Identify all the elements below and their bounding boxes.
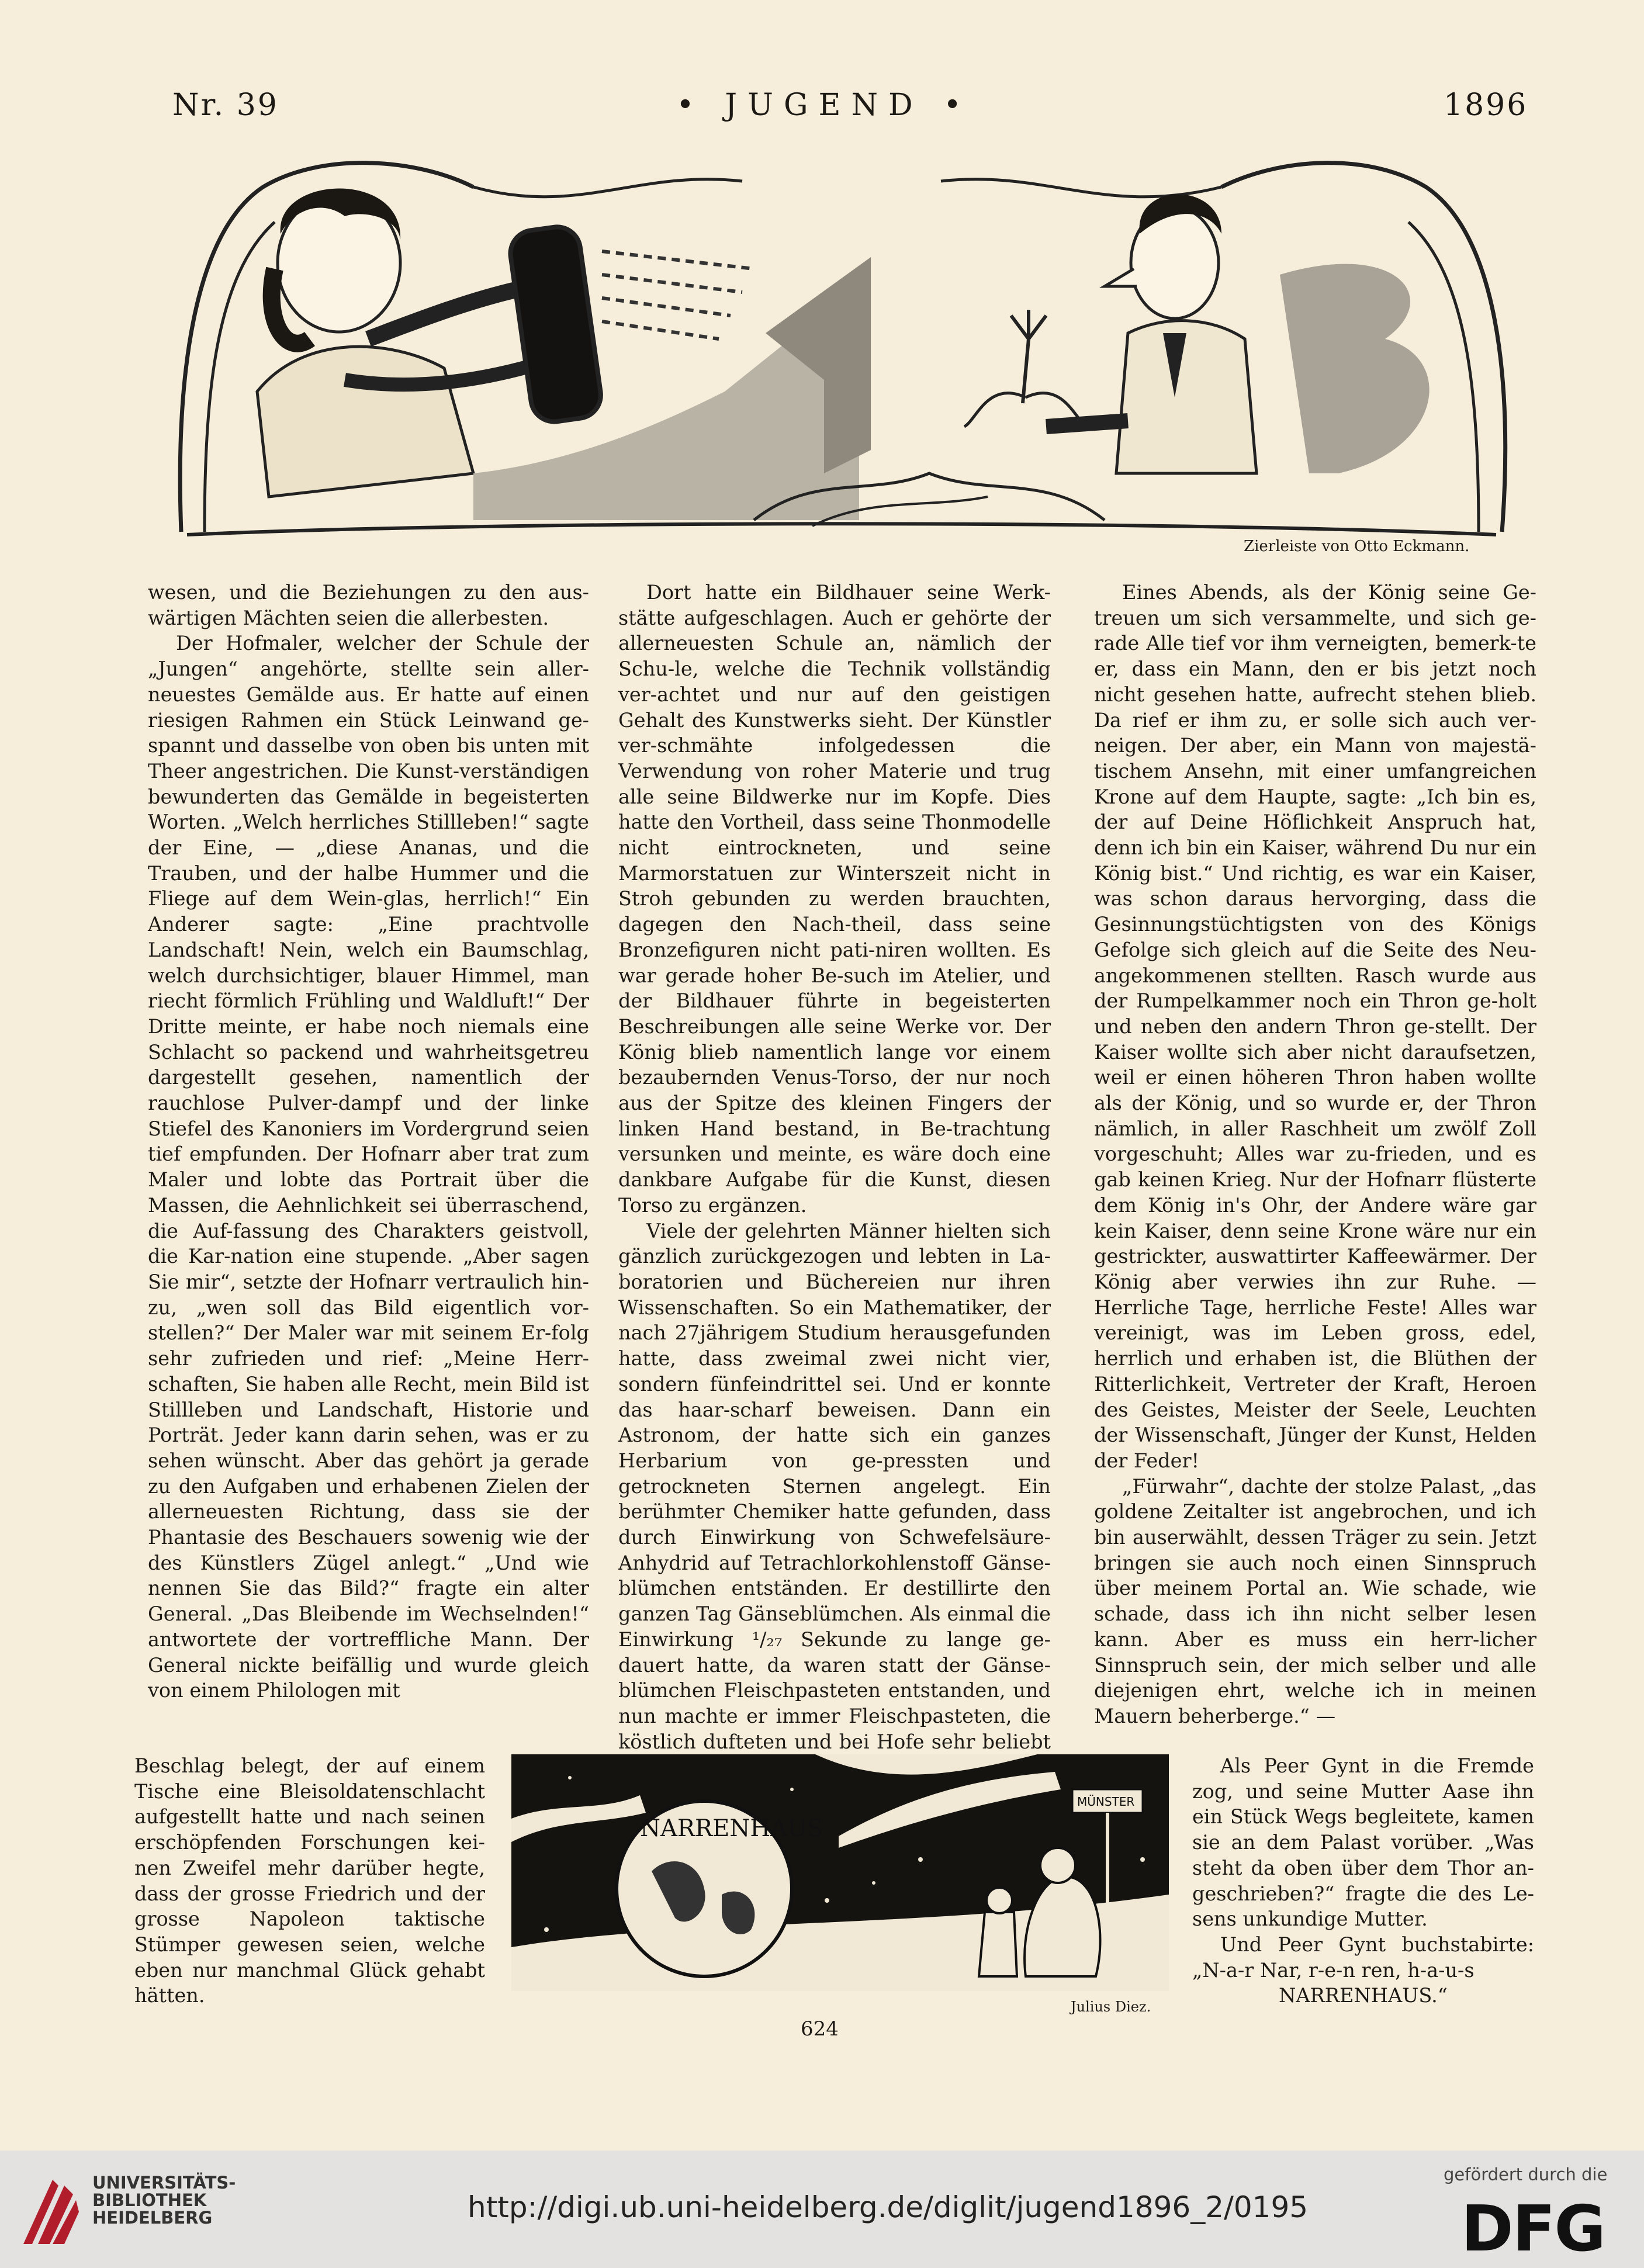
library-name [92,2174,236,2227]
paragraph: Und Peer Gynt buchstabirte: „N-a-r Nar, r-e-n ren, h-a-u-s [1192,1933,1534,1982]
paragraph: Der Hofmaler, welcher der Schule der „Jungen“ angehörte, stellte sein aller-neuestes Gemälde aus. Er hatte auf einen riesigen Rahmen ein Stück Leinwand ge-spannt und dasselbe von oben bis unten mit Theer angestrichen. Die Kunst-verständigen bewunderten das Gemälde in begeisterten Worten. „Welch herrliches Stillleben!“ sagte der Eine, — „diese Ananas, und die Trauben, und der halbe Hummer und die Fliege auf dem Wein-glas, herrlich!“ Ein Anderer sagte: „Eine prachtvolle Landschaft! Nein, welch ein Baumschlag, welch durchsichtiger, blauer Himmel, man riecht förmlich Frühling und Waldluft!“ Der Dritte meinte, er habe noch niemals eine Schlacht so packend und wahrheitsgetreu dargestellt gesehen, namentlich der rauchlose Pulver-dampf und der linke Stiefel des Kanoniers im Vordergrund seien tief empfunden. Der Hofnarr aber trat zum Maler und lobte das Portrait über die Massen, die Aehnlichkeit sei überraschend, die Auf-fassung des Charakters geistvoll, die Kar-nation eine stupende. „Aber sagen Sie mir“, setzte der Hofnarr vertraulich hin-zu, „wen soll das Bild eigentlich vor-stellen?“ Der Maler war mit seinem Er-folg sehr zufrieden und rief: „Meine Herr-schaften, Sie haben alle Recht, mein Bild ist Stillleben und Landschaft, Historie und Porträt. Jeder kann darin sehen, was er zu sehen wünscht. Aber das gehört ja gerade zu den Aufgaben und erhabenen Zielen der allerneuesten Richtung, dass sie der Phantasie des Beschauers sowenig wie der des Künstlers Zügel anlegt.“ „Und wie nennen Sie das Bild?“ fragte ein alter General. „Das Bleibende im Wechselnden!“ antwortete der vortreffliche Mann. Der General nickte beifällig und wurde gleich von einem Philologen mit [148,632,589,1702]
column-1 [148,580,589,1703]
illustration-credit: Julius Diez. [1071,1999,1151,2015]
paragraph: Beschlag belegt, der auf einem Tische eine Bleisoldatenschlacht aufgestellt hatte und nach seinen erschöpfenden Forschungen kei-nen Zweifel mehr darüber hegte, dass der grosse Friedrich und der grosse Napoleon taktische Stümper gewesen seien, welche eben nur manchmal Glück gehabt hätten. [134,1754,485,2007]
issue-number: Nr. 39 [172,88,279,123]
decorative-banner-image [169,146,1514,549]
paragraph: NARRENHAUS.“ [1279,1984,1448,2007]
globe-label: NARRENHAUS [640,1815,823,1842]
library-name-line: UNIVERSITÄTS- [92,2173,236,2193]
permalink-url[interactable]: http://digi.ub.uni-heidelberg.de/diglit/jugend1896_2/0195 [468,2190,1309,2224]
paragraph: Als Peer Gynt in die Fremde zog, und seine Mutter Aase ihn ein Stück Wegs begleitete, kamen sie an dem Palast vorüber. „Was steht da oben über dem Thor an-geschrieben?“ fragte die des Le-sens unkundige Mutter. [1192,1754,1534,1931]
paragraph: Viele der gelehrten Männer hielten sich gänzlich zurückgezogen und lebten in La-boratorien und Büchereien nur ihren Wissenschaften. So ein Mathematiker, der nach 27jährigem Studium herausgefunden hatte, dass zweimal zwei nicht vier, sondern fünfeindrittel sei. Und er konnte das haar-scharf beweisen. Dann ein Astronom, der hatte sich ein ganzes Herbarium von ge-pressten und getrockneten Sternen angelegt. Ein berühmter Chemiker hatte gefunden, dass durch Einwirkung von Schwefelsäure-Anhydrid auf Tetrachlorkohlenstoff Gänse-blümchen entständen. Er destillirte den ganzen Tag Gänseblümchen. Als einmal die Einwirkung ¹/₂₇ Sekunde zu lange ge-dauert hatte, da waren statt der Gänse-blümchen Fleischpasteten entstanden, und nun machte er immer Fleischpasteten, die köstlich dufteten und bei Hofe sehr beliebt [618,1219,1051,1753]
journal-title: • JUGEND • [676,88,972,123]
sign-label: MÜNSTER [1077,1795,1135,1809]
issue-year: 1896 [1444,88,1528,123]
column-2 [618,580,1051,1780]
narrenhaus-illustration [511,1754,1169,1991]
dfg-logo: DFG [1461,2193,1605,2266]
banner-credit: Zierleiste von Otto Eckmann. [1244,538,1470,555]
paragraph: „Fürwahr“, dachte der stolze Palast, „das goldene Zeitalter ist angebrochen, und ich bin auserwählt, dessen Träger zu sein. Jetzt bringen sie auch noch einen Sinnspruch über meinem Portal an. Wie schade, wie schade, dass ich ihn nicht selber lesen kann. Aber es muss ein herr-licher Sinnspruch sein, der mich selber und alle diejenigen ehrt, welche ich in meinen Mauern beherberge.“ — [1094,1474,1536,1727]
university-library-logo-icon [18,2168,82,2250]
column-1-continuation [134,1753,485,2009]
digitization-footer [0,2151,1644,2268]
page-number: 624 [801,2017,839,2041]
funding-note: gefördert durch die [1444,2165,1608,2184]
running-header [0,76,1644,129]
paragraph: wesen, und die Beziehungen zu den aus-wärtigen Mächten seien die allerbesten. [148,581,589,629]
paragraph: Eines Abends, als der König seine Ge-treuen um sich versammelte, und sich ge-rade Alle tief vor ihm verneigten, bemerk-te er, dass ein Mann, den er bis jetzt noch nicht gesehen hatte, aufrecht stehen blieb. Da rief er ihm zu, er solle sich auch ver-neigen. Der aber, ein Mann von majestä-tischem Ansehn, mit einer umfangreichen Krone auf dem Haupte, sagte: „Ich bin es, der auf Deine Höflichkeit Anspruch hat, denn ich bin ein Kaiser, während Du nur ein König bist.“ Und richtig, es war ein Kaiser, was schon daraus hervorging, dass die Gesinnungstüchtigsten von des Königs Gefolge sich gleich auf die Seite des Neu-angekommenen stellten. Rasch wurde aus der Rumpelkammer noch ein Thron ge-holt und neben den andern Thron ge-stellt. Der Kaiser wollte sich aber nicht daraufsetzen, weil er einen höheren Thron haben wollte als der König, und so wurde er, der Thron nämlich, in aller Raschheit um zwölf Zoll vorgeschuht; Alles war zu-frieden, und es gab keinen Krieg. Nur der Hofnarr flüsterte dem König in's Ohr, der Andere wäre gar kein Kaiser, denn seine Krone wäre nur ein gestrickter, auswattirter Kaffeewärmer. Der König aber verwies ihn zur Ruhe. — Herrliche Tage, herrliche Feste! Alles war vereinigt, was im Leben gross, edel, herrlich und erhaben ist, die Blüthen der Ritterlichkeit, Vertreter der Kraft, Heroen des Geistes, Meister der Seele, Leuchten der Wissenschaft, Jünger der Kunst, Helden der Feder! [1094,581,1536,1472]
column-3 [1094,580,1536,1729]
column-3-continuation [1192,1753,1534,2009]
library-name-line: HEIDELBERG [92,2208,213,2228]
library-name-line: BIBLIOTHEK [92,2190,207,2210]
paragraph: Dort hatte ein Bildhauer seine Werk-stätte aufgeschlagen. Auch er gehörte der allerneuesten Schule an, nämlich der Schu-le, welche die Technik vollständig ver-achtet und nur auf den geistigen Gehalt des Kunstwerks sieht. Der Künstler ver-schmähte infolgedessen die Verwendung von roher Materie und trug alle seine Bildwerke nur im Kopfe. Dies hatte den Vortheil, dass seine Thonmodelle nicht eintrockneten, und seine Marmorstatuen zur Winterszeit nicht in Stroh gebunden zu werden brauchten, dagegen den Nach-theil, dass seine Bronzefiguren nicht pati-niren wollten. Es war gerade hoher Be-such im Atelier, und der Bildhauer führte in begeisterten Beschreibungen alle seine Werke vor. Der König blieb namentlich lange vor einem bezaubernden Venus-Torso, der nur noch aus der Spitze des kleinen Fingers der linken Hand bestand, in Be-trachtung versunken und meinte, es wäre doch eine dankbare Aufgabe für die Kunst, diesen Torso zu ergänzen. [618,581,1051,1217]
